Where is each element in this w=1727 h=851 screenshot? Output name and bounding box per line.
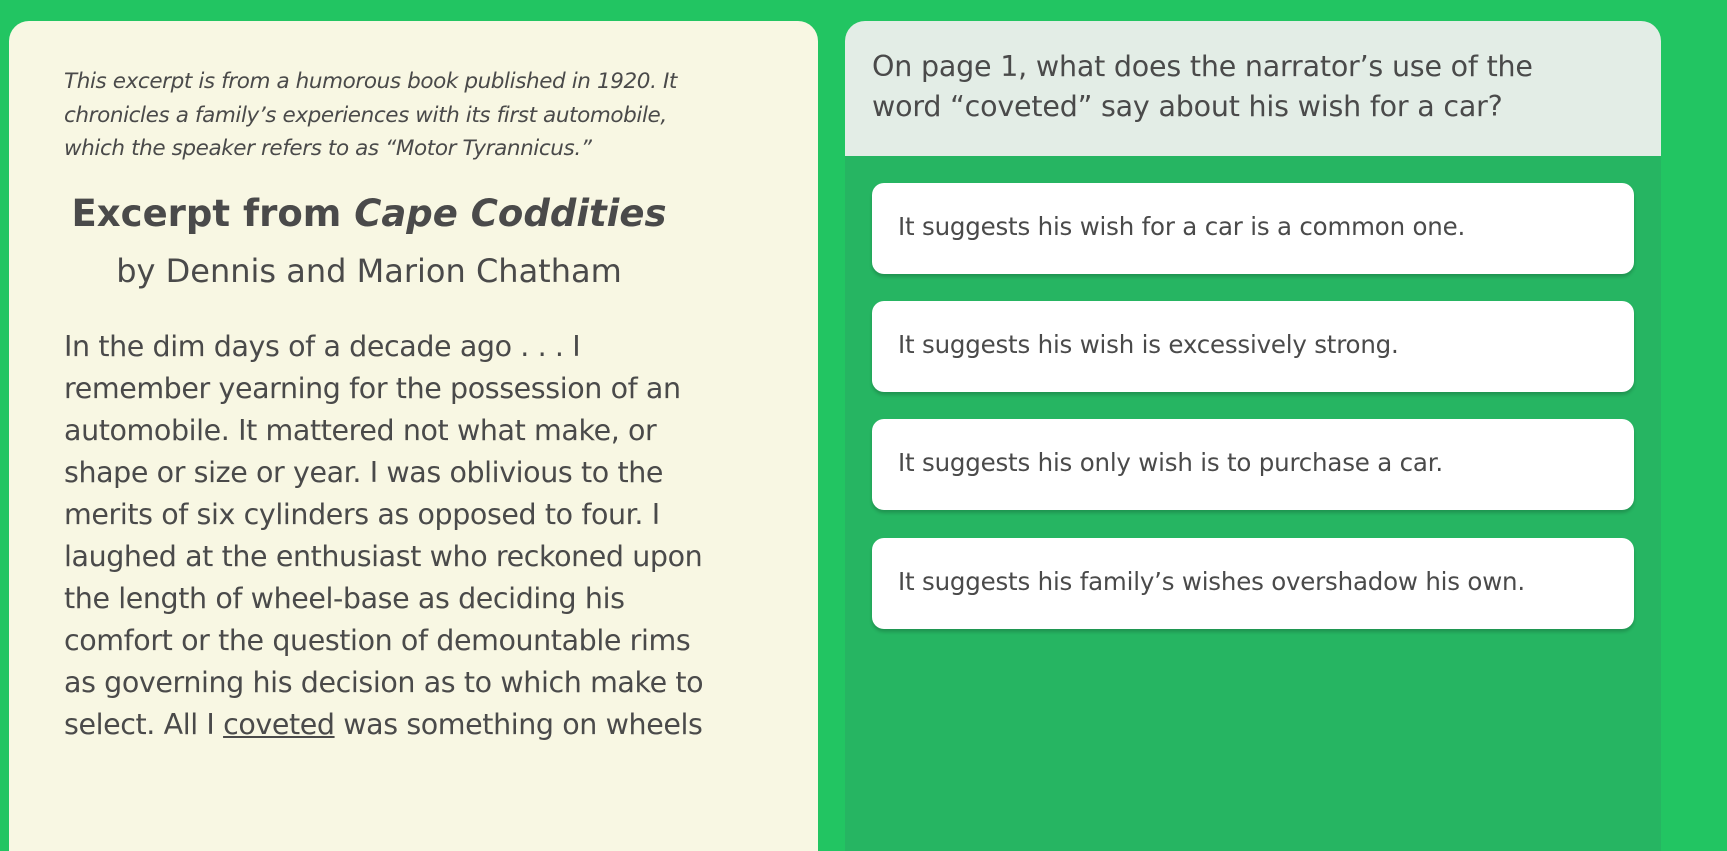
underlined-word: coveted (223, 708, 335, 741)
question-line: On page 1, what does the narrator’s use of the (872, 50, 1533, 83)
answer-choice-label: It suggests his wish for a car is a common one. (898, 212, 1466, 241)
intro-line: which the speaker refers to as “Motor Tyrannicus.” (64, 136, 592, 161)
question-text (872, 47, 1632, 127)
answer-choice-label: It suggests his wish is excessively strong. (898, 330, 1399, 359)
answer-choice-2[interactable] (872, 301, 1634, 392)
passage-line: merits of six cylinders as opposed to four. I (64, 498, 660, 531)
passage-line-last (64, 704, 784, 746)
intro-line: This excerpt is from a humorous book published in 1920. It (64, 69, 677, 94)
passage-line: comfort or the question of demountable rims (64, 624, 691, 657)
passage-line: the length of wheel-base as deciding his (64, 582, 625, 615)
passage-line: as governing his decision as to which make to (64, 666, 704, 699)
excerpt-title (9, 192, 729, 235)
book-title: Cape Coddities (354, 192, 667, 235)
passage-line: laughed at the enthusiast who reckoned upon (64, 540, 703, 573)
question-panel (845, 21, 1661, 851)
passage-text-fragment: select. All I (64, 708, 224, 741)
answer-choice-4[interactable] (872, 538, 1634, 629)
question-line: word “coveted” say about his wish for a car? (872, 90, 1503, 123)
passage-line: automobile. It mattered not what make, or (64, 414, 657, 447)
intro-line: chronicles a family’s experiences with its first automobile, (64, 102, 667, 128)
question-box (845, 21, 1661, 156)
passage-line: In the dim days of a decade ago . . . I (64, 330, 581, 363)
answer-choice-1[interactable] (872, 183, 1634, 274)
excerpt-title-prefix: Excerpt from (71, 192, 355, 235)
byline: by Dennis and Marion Chatham (116, 252, 622, 290)
answer-choice-label: It suggests his family’s wishes overshadow his own. (898, 567, 1525, 596)
passage-panel (9, 21, 818, 851)
answer-choice-label: It suggests his only wish is to purchase a car. (898, 448, 1443, 477)
passage-line: remember yearning for the possession of an (64, 372, 681, 405)
passage-text-fragment: was something on wheels (334, 708, 703, 741)
passage-intro (64, 65, 764, 166)
answer-choice-3[interactable] (872, 419, 1634, 510)
passage-line: shape or size or year. I was oblivious to the (64, 456, 664, 489)
passage-text (64, 326, 784, 746)
